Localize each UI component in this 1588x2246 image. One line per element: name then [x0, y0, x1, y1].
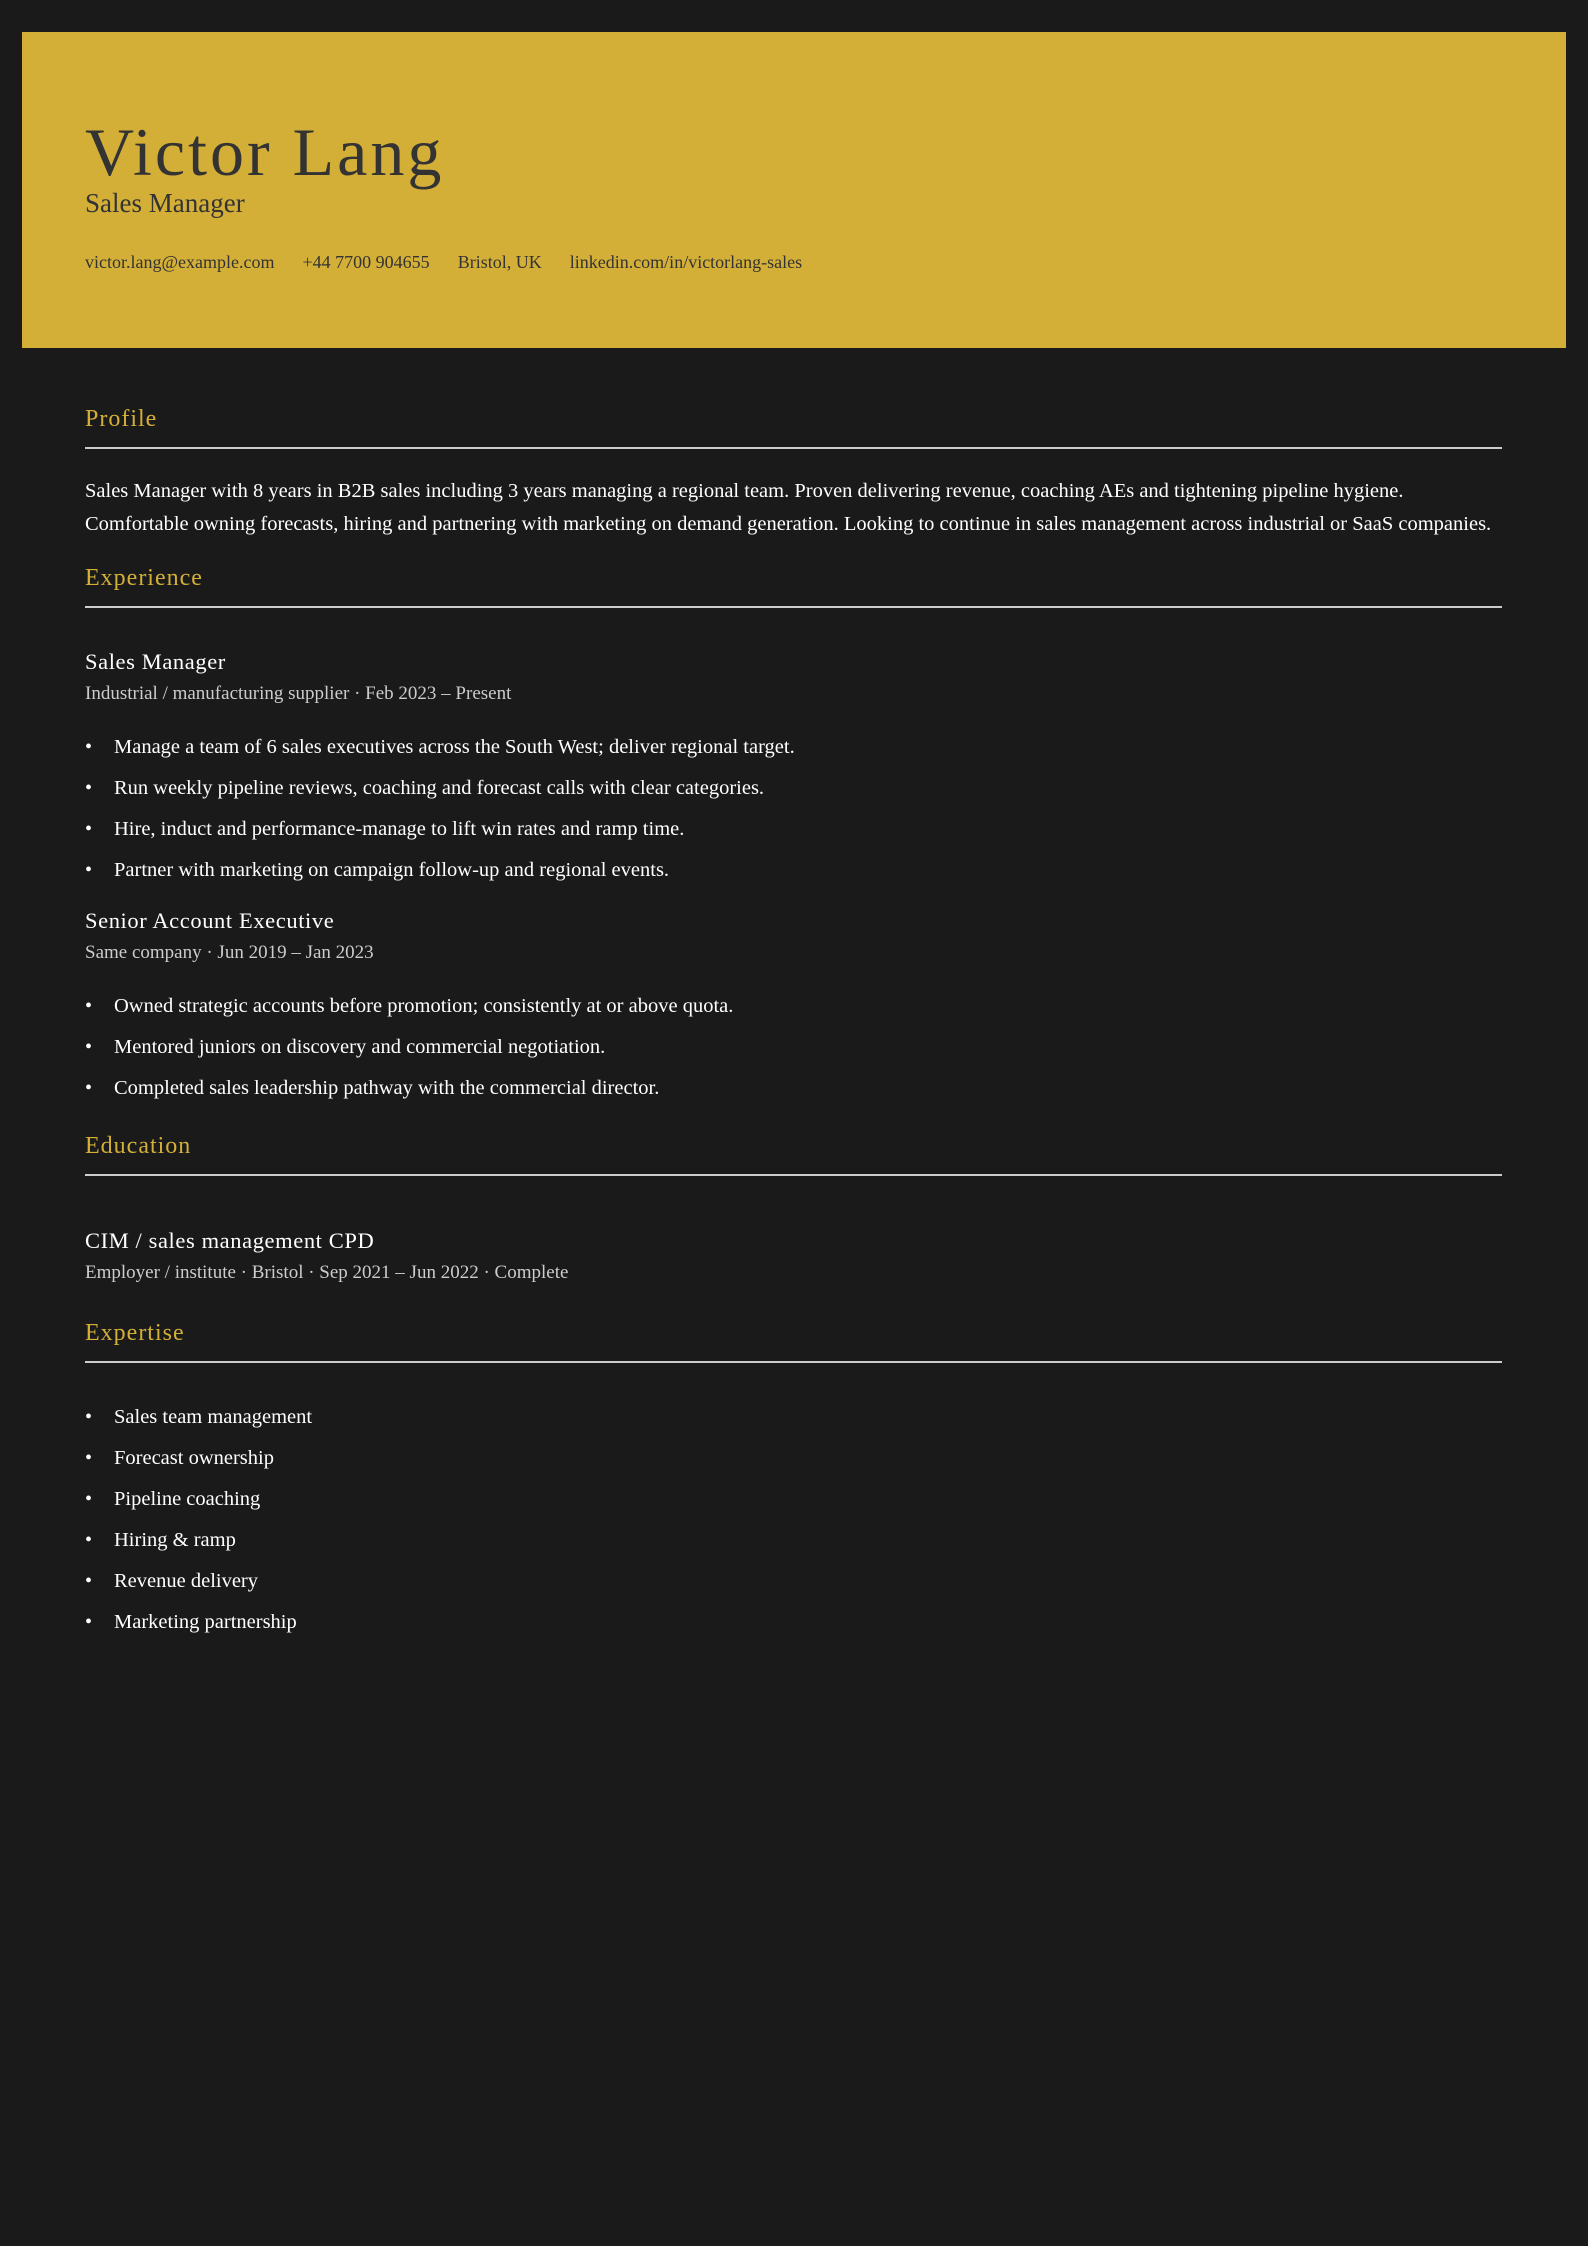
job-title: Sales Manager — [85, 649, 226, 675]
job-bullet: • Partner with marketing on campaign follow-up and regional events. — [85, 850, 1502, 891]
education-title: CIM / sales management CPD — [85, 1227, 375, 1253]
section-title-education: Education — [85, 1131, 1502, 1176]
job-bullet: • Mentored juniors on discovery and commercial negotiation. — [85, 1027, 1502, 1068]
job-bullet: • Completed sales leadership pathway with the commercial director. — [85, 1068, 1502, 1109]
expertise-item: • Revenue delivery — [85, 1561, 1502, 1602]
job-meta: Industrial / manufacturing supplier · Feb 2023 – Present — [85, 683, 512, 705]
job-entry — [85, 648, 1502, 891]
education-entry — [85, 1227, 1502, 1286]
job-bullet: • Manage a team of 6 sales executives across the South West; deliver regional target. — [85, 727, 1502, 768]
experience-section — [85, 563, 1502, 1109]
profile-section — [85, 404, 1502, 541]
expertise-item: • Marketing partnership — [85, 1602, 1502, 1643]
contact-email: victor.lang@example.com — [85, 252, 275, 272]
expertise-item: • Forecast ownership — [85, 1438, 1502, 1479]
candidate-role: Sales Manager — [85, 188, 245, 218]
contact-phone: +44 7700 904655 — [302, 252, 430, 272]
expertise-item: • Pipeline coaching — [85, 1479, 1502, 1520]
job-bullet: • Hire, induct and performance-manage to lift win rates and ramp time. — [85, 809, 1502, 850]
resume-body — [85, 404, 1502, 1643]
expertise-item: • Hiring & ramp — [85, 1520, 1502, 1561]
profile-summary: Sales Manager with 8 years in B2B sales including 3 years managing a regional team. Proven delivering revenue, coaching AEs and tightening pipeline hygiene. Comfortable owning forecasts, hiring and partnering with marketing on demand generation. Looking to continue in sales management across industrial or SaaS companies. — [85, 480, 1492, 536]
contact-location: Bristol, UK — [457, 252, 542, 272]
education-meta: Employer / institute · Bristol · Sep 2021 – Jun 2022 · Complete — [85, 1261, 569, 1283]
expertise-list — [85, 1397, 1502, 1643]
job-bullets — [85, 727, 1502, 891]
job-title: Senior Account Executive — [85, 908, 335, 934]
section-title-profile: Profile — [85, 404, 1502, 449]
job-entry — [85, 907, 1502, 1109]
section-title-expertise: Expertise — [85, 1318, 1502, 1363]
contact-list — [85, 252, 802, 274]
section-title-experience: Experience — [85, 563, 1502, 608]
expertise-item: • Sales team management — [85, 1397, 1502, 1438]
job-bullet: • Owned strategic accounts before promotion; consistently at or above quota. — [85, 986, 1502, 1027]
education-section — [85, 1131, 1502, 1286]
candidate-name: Victor Lang — [85, 114, 445, 190]
job-bullet: • Run weekly pipeline reviews, coaching and forecast calls with clear categories. — [85, 768, 1502, 809]
job-bullets — [85, 986, 1502, 1109]
contact-linkedin: linkedin.com/in/victorlang-sales — [569, 252, 803, 272]
job-meta: Same company · Jun 2019 – Jan 2023 — [85, 942, 374, 964]
expertise-section — [85, 1318, 1502, 1643]
resume-header — [22, 32, 1566, 348]
